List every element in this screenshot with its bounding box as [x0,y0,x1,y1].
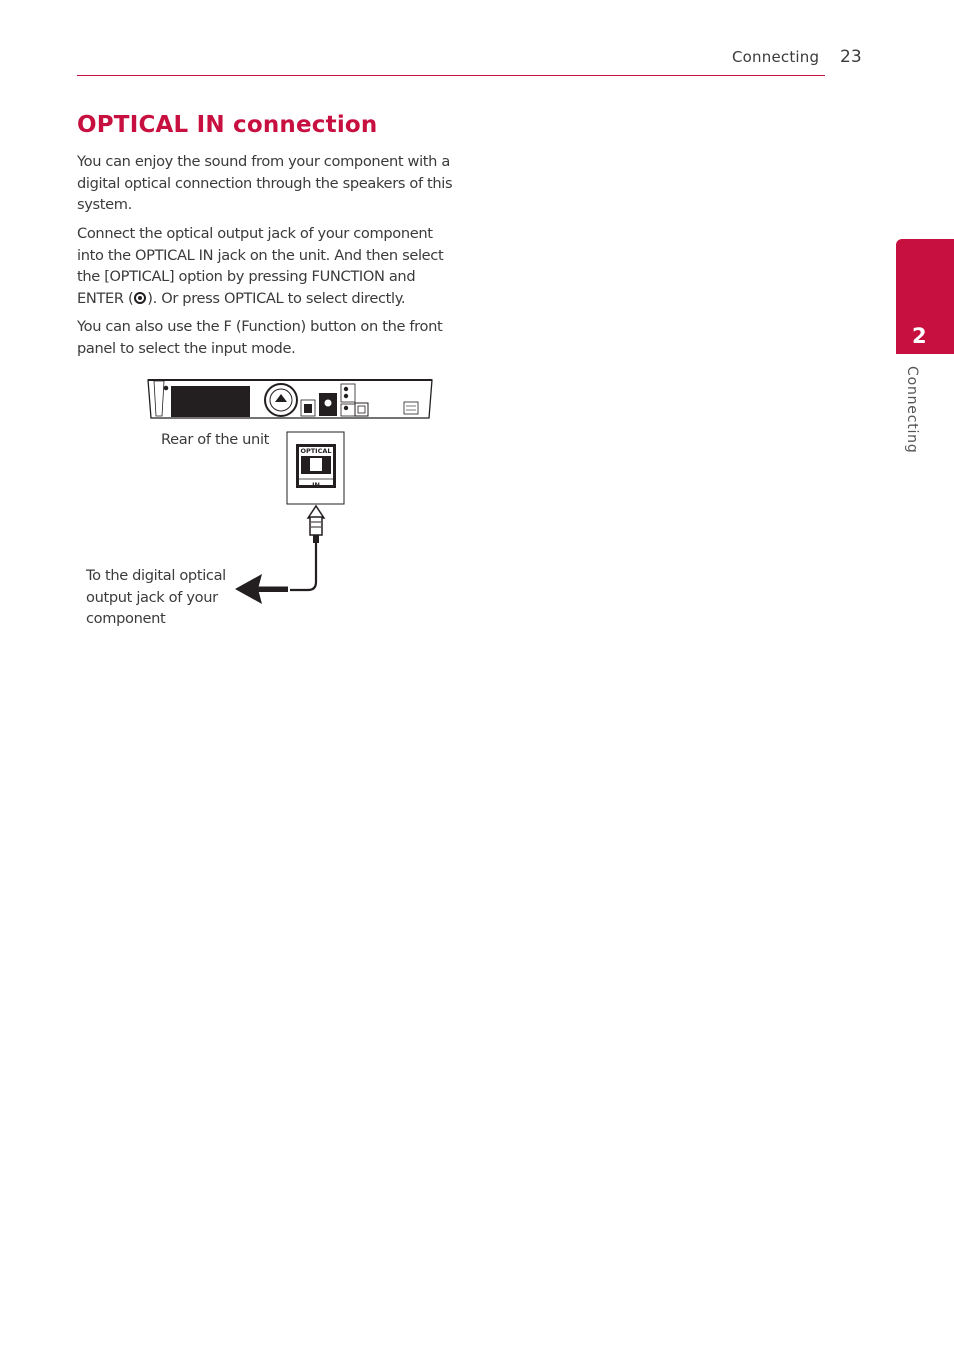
page-title: OPTICAL IN connection [77,112,378,138]
chapter-tab [896,239,954,354]
header-divider [77,75,825,76]
header-section-title: Connecting [732,48,820,66]
paragraph-intro: You can enjoy the sound from your component with a digital optical connection through the speakers of this system. [77,153,453,214]
optical-plug [308,506,324,543]
page-number: 23 [840,47,862,67]
paragraph-instructions [77,223,457,310]
paragraph-function-button: You can also use the F (Function) button on the front panel to select the input mode. [77,318,443,357]
chapter-number: 2 [912,324,927,348]
rear-of-unit-label: Rear of the unit [161,431,270,448]
optical-jack-label: OPTICAL [300,447,332,455]
paragraph-instructions-part2: ). Or press OPTICAL to select directly. [147,290,406,308]
paragraph-instructions-part1: Connect the optical output jack of your component into the OPTICAL IN jack on the unit. And then select the [OPTICAL] option by pressing FUNCTION and ENTER ( [77,225,444,308]
chapter-label: Connecting [904,366,920,454]
optical-jack-closeup [287,432,344,504]
in-jack-label: IN [312,481,320,489]
digital-output-label: To the digital optical output jack of your component [86,567,226,628]
enter-button-icon [134,292,146,304]
optical-cable [290,543,316,590]
unit-rear-panel [148,380,432,418]
